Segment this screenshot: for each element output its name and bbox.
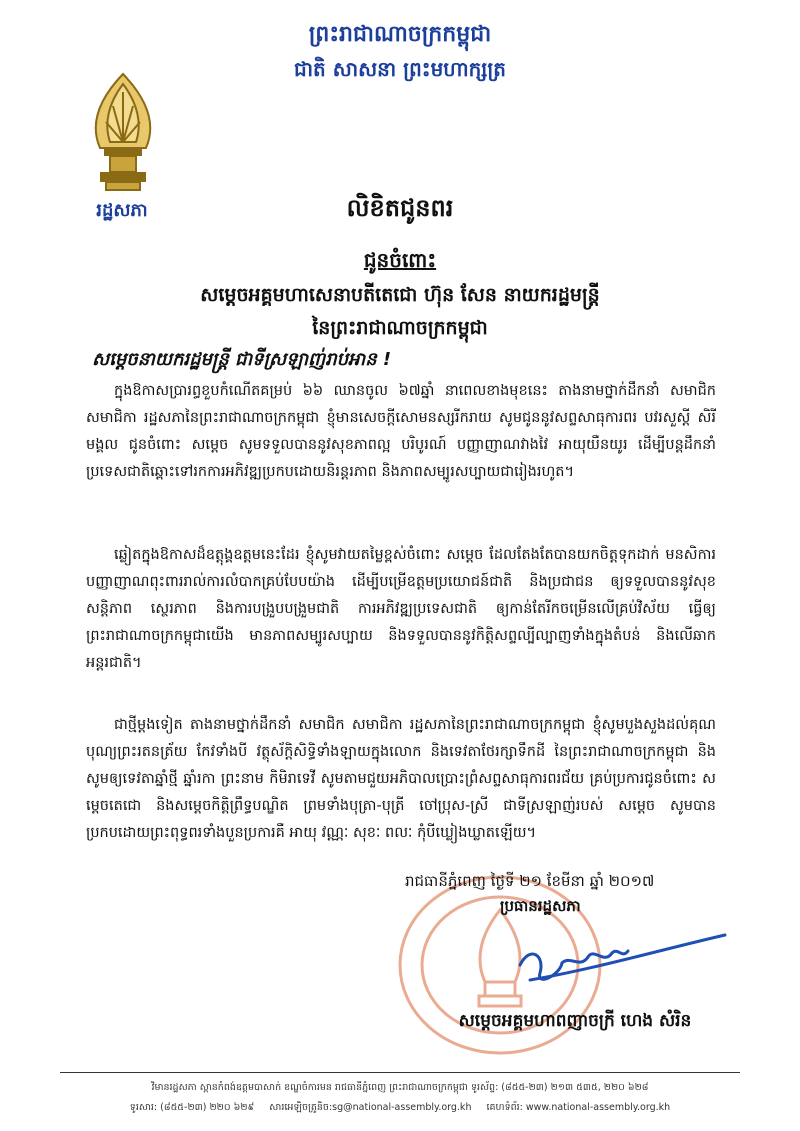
handwritten-signature-icon [500, 925, 730, 995]
national-assembly-emblem-icon [78, 70, 168, 200]
signer-name: សម្តេចអគ្គមហាពញាចក្រី ហេង សំរិន [458, 1011, 692, 1031]
recipient-line-2: នៃព្រះរាជាណាចក្រកម្ពុជា [312, 317, 488, 339]
body-paragraph-2: ឆ្លៀតក្នុងឱកាសដ៏ឧត្តុង្គឧត្តមនេះដែរ ខ្ញុំសូមវាយតម្លៃខ្ពស់ចំពោះ សម្តេច ដែលតែងតែបានយកចិត្តទុកដាក់ មនសិការបញ្ញាញាណពុះពាររាល់ការលំបាកគ្រប់បែបយ៉ាង ដើម្បីបម្រើឧត្តមប្រយោជន៍ជាតិ និងប្រជាជន ឲ្យទទួលបាននូវសុខសន្តិភាព ស្ថេរភាព និងការបង្រួបបង្រួមជាតិ ការអភិវឌ្ឍប្រទេសជាតិ ឲ្យកាន់តែរីកចម្រើនលើគ្រប់វិស័យ ធ្វើឲ្យព្រះរាជាណាចក្រកម្ពុជាយើង មានភាពសម្បូរសប្បាយ និងទទួលបាននូវកិត្តិសព្ទល្បីល្បាញទាំងក្នុងតំបន់ និងលើឆាកអន្តរជាតិ។ [86, 547, 716, 671]
footer-divider [60, 1072, 740, 1073]
national-motto: ជាតិ សាសនា ព្រះមហាក្សត្រ [294, 57, 506, 81]
assembly-label: រដ្ឋសភា [96, 200, 148, 221]
salutation: សម្តេចនាយករដ្ឋមន្ត្រី ជាទីស្រឡាញ់រាប់អាន ! [92, 349, 392, 370]
body-paragraph-3: ជាថ្មីម្តងទៀត តាងនាមថ្នាក់ដឹកនាំ សមាជិក សមាជិកា រដ្ឋសភានៃព្រះរាជាណាចក្រកម្ពុជា ខ្ញុំសូមបួងសួងដល់គុណបុណ្យព្រះរតនត្រ័យ កែវទាំងបី វត្ថុស័ក្តិសិទ្ធិទាំងឡាយក្នុងលោក និងទេវតាថែរក្សាទឹកដី នៃព្រះរាជាណាចក្រកម្ពុជា និងសូមឲ្យទេវតាឆ្នាំថ្មី ឆ្នាំរកា ព្រះនាម កិមិរាទេវី សូមតាមជួយអភិបាលប្រោះព្រំសព្ទសាធុការពរជ័យ គ្រប់ប្រការជូនចំពោះ សម្តេចតេជោ និងសម្តេចកិត្តិព្រឹទ្ធបណ្ឌិត ព្រមទាំងបុត្រា-បុត្រី ចៅប្រុស-ស្រី ជាទីស្រឡាញ់របស់ សម្តេច សូមបានប្រកបដោយព្រះពុទ្ធពរទាំងបួនប្រការគឺ អាយុ វណ្ណៈ សុខៈ ពលៈ កុំបីឃ្លៀងឃ្លាតឡើយ។ [86, 717, 716, 841]
footer-website[interactable]: គេហទំព័រ: www.national-assembly.org.kh [486, 1102, 671, 1113]
addressed-to: ជូនចំពោះ [363, 248, 437, 272]
footer-email[interactable]: សារអេឡិចត្រូនិច:sg@national-assembly.org.kh [269, 1102, 472, 1113]
footer-address: វិមានរដ្ឋសភា ស្ពានកំពង់ឧត្តមបាសាក់ ខណ្ឌចំការមន រាជធានីភ្នំពេញ ព្រះរាជាណាចក្រកម្ពុជា ទូរស័ព្ទ: (៨៥៥-២៣) ២១៣ ៥៣៥, ២២០ ៦២៨ [151, 1082, 649, 1093]
kingdom-header: ព្រះរាជាណាចក្រកម្ពុជា [308, 22, 492, 47]
footer-contacts [0, 1101, 800, 1115]
letter-title: លិខិតជូនពរ [346, 194, 454, 222]
body-paragraph-1: ក្នុងឱកាសប្រារព្ធខួបកំណើតគម្រប់ ៦៦ ឈានចូល ៦៧ឆ្នាំ នាពេលខាងមុខនេះ តាងនាមថ្នាក់ដឹកនាំ សមាជិក សមាជិកា រដ្ឋសភានៃព្រះរាជាណាចក្រកម្ពុជា ខ្ញុំមានសេចក្តីសោមនស្សរីករាយ សូមជូននូវសព្ទសាធុការពរ បវរសួស្តី សិរីមង្គល ជូនចំពោះ សម្តេច សូមទទួលបាននូវសុខភាពល្អ បរិបូរណ៍ បញ្ញាញាណវាងវៃ អាយុយឺនយូរ ដើម្បីបន្តដឹកនាំប្រទេសជាតិឆ្ពោះទៅរកការអភិវឌ្ឍប្រកបដោយនិរន្តរភាព និងភាពសម្បូរសប្បាយជារៀងរហូត។ [86, 383, 716, 480]
signer-title: ប្រធានរដ្ឋសភា [500, 897, 581, 915]
footer-fax: ទូរសារ: (៨៥៥-២៣) ២២០ ៦២៩ [129, 1102, 255, 1113]
recipient-line-1: សម្តេចអគ្គមហាសេនាបតីតេជោ ហ៊ុន សែន នាយករដ្ឋមន្ត្រី [200, 284, 600, 306]
dateline: រាជធានីភ្នំពេញ ថ្ងៃទី ២១ ខែមីនា ឆ្នាំ ២០១៧ [405, 872, 655, 890]
